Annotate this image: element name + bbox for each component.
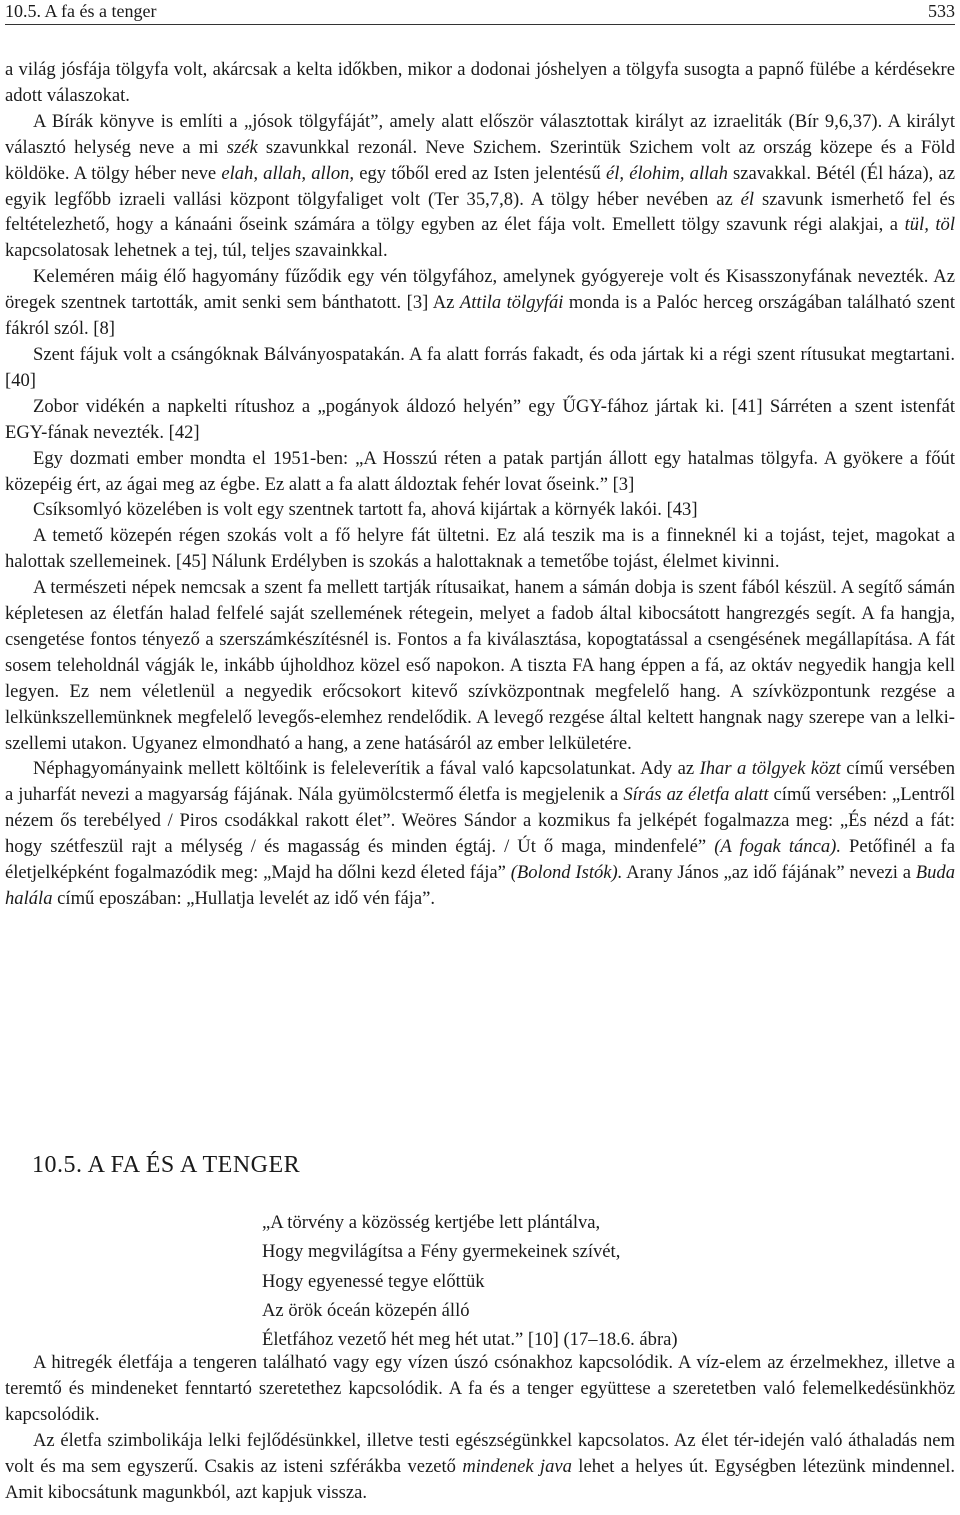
paragraph: Egy dozmati ember mondta el 1951-ben: „A Hosszú réten a patak partján állott egy hatalmas tölgyfa. A gyökere a főút közepéig ért, az ágai meg az égbe. Ez alatt a fa alatt áldoztak fehér lovat őseink.” [3]	[5, 447, 955, 495]
paragraph: A Bírák könyve is említi a „jósok tölgyfáját”, amely alatt először választottak királyt az izraeliták (Bír 9,6,37). A királyt választó helység neve a mi szék szavunkkal rezonál. Neve Szichem. Szerintük Szichem volt az ország közepe és a Föld köldöke. A tölgy héber neve elah, allah, allon, egy tőből ered az Isten jelentésű él, élohim, allah szavakkal. Bétél (Él háza), az egyik legfőbb izraeli vallási központ tölgyfaliget volt (Ter 35,7,8). A tölgy héber nevében az él szavunk ismerhető fel és feltételezhető, hogy a kánaáni őseink számára a tölgy egyben az élet fája volt. Emellett tölgy szavunk régi alakjai, a tül, töl kapcsolatosak lehetnek a tej, túl, teljes szavainkkal.	[5, 110, 956, 262]
poem-line: Hogy megvilágítsa a Fény gyermekeinek szívét,	[262, 1241, 621, 1263]
paragraph: A hitregék életfája a tengeren található vagy egy vízen úszó csónakhoz kapcsolódik. A víz-elem az érzelmekhez, illetve a teremtő és mindeneket fenntartó szeretethez kapcsolódik. A fa és a tenger együttese a szeretetben való felemelkedésünkhöz kapcsolódik.	[5, 1352, 955, 1425]
poem-line: „A törvény a közösség kertjébe lett plántálva,	[262, 1212, 601, 1233]
poem-quote	[262, 1208, 678, 1354]
poem-line: Az örök óceán közepén álló	[262, 1299, 470, 1321]
poem-line: Hogy egyenessé tegye előttük	[262, 1270, 485, 1292]
running-header-title: 10.5. A fa és a tenger	[5, 1, 157, 21]
running-header	[5, 0, 955, 25]
paragraph: Keleméren máig élő hagyomány fűződik egy vén tölgyfához, amelynek gyógyereje volt és Kisasszonyfának nevezték. Az öregek szentnek tartották, amit senki sem bánthatott. [3] Az Attila tölgyfái monda is a Palóc herceg országában található szent fákról szól. [8]	[5, 266, 955, 340]
paragraph: Zobor vidékén a napkelti rítushoz a „pogányok áldozó helyén” egy ŰGY-fához jártak ki. [41] Sárréten a szent istenfát EGY-fának nevezték. [42]	[5, 395, 955, 443]
paragraph: A természeti népek nemcsak a szent fa mellett tartják rítusaikat, hanem a sámán dobja is szent fából készül. A segítő sámán képletesen az életfán halad felfelé saját szellemének rétegein, melyet a fadob által kibocsátott hangrezgés segít. A fa hangja, csengetése fontos tényező a szerszámkészítésnél is. Fontos a fa kiválasztása, kopogtatással a csengésének megállapítása. A fát sosem teleholdnál vágják le, inkább újholdhoz közel eső napokon. A tiszta FA hang éppen a fá, az oktáv negyedik hangja kell legyen. Ez nem véletlenül a negyedik erőcsokort kitevő szívközpontnak megfelelő hang. A szívközpontunk rezgése a lelkünkszellemünknek megfelelő levegős-elemhez rendelődik. A levegő rezgése által keltett hangnak nagy szerepe van a lelki-szellemi utakon. Ugyanez elmondható a hang, a zene hatásáról az ember lelkületére.	[5, 577, 955, 754]
section-body-text	[5, 1350, 955, 1505]
body-text	[5, 57, 955, 912]
paragraph: Szent fájuk volt a csángóknak Bálványospatakán. A fa alatt forrás fakadt, és oda jártak ki a régi szent rítusukat megtartani. [40]	[5, 343, 955, 391]
page-number: 533	[928, 1, 955, 21]
poem-line: Életfához vezető hét meg hét utat.” [10] (17–18.6. ábra)	[262, 1329, 678, 1351]
paragraph: Csíksomlyó közelében is volt egy szentnek tartott fa, ahová kijártak a környék lakói. [43]	[33, 499, 698, 521]
paragraph: A temető közepén régen szokás volt a fő helyre fát ültetni. Ez alá teszik ma is a finneknél ki a tojást, tejet, magokat a halottak szellemeinek. [45] Nálunk Erdélyben is szokás a halottaknak a temetőbe tojást, élelmet kivinni.	[5, 525, 955, 573]
paragraph: Néphagyományaink mellett költőink is feleleverítik a fával való kapcsolatunkat. Ady az Ihar a tölgyek közt című versében a juharfát nevezi a magyarság fájának. Nála gyümölcstermő életfa is megjelenik a Sírás az életfa alatt című versében: „Lentről nézem ős terebélyed / Piros csodákkal rakott élet”. Weöres Sándor a kozmikus fa jelképét fogalmazza meg: „És nézd a fát: hogy szétfeszül rajt a mélység / és magasság és minden égtáj. / Út ő maga, mindenfelé” (A fogak tánca). Petőfinél a fa életjelképként fogalmazódik meg: „Majd ha dőlni kezd életed fája” (Bolond Istók). Arany János „az idő fájának” nevezi a Buda halála című eposzában: „Hullatja levelét az idő vén fája”.	[5, 758, 956, 909]
section-heading: 10.5. A FA ÉS A TENGER	[32, 1152, 301, 1178]
paragraph: a világ jósfája tölgyfa volt, akárcsak a kelta időkben, mikor a dodonai jóshelyen a tölgyfa susogta a papnő fülébe a kérdésekre adott válaszokat.	[5, 59, 955, 106]
paragraph: Az életfa szimbolikája lelki fejlődésünkkel, illetve testi egészségünkkel kapcsolatos. Az élet tér-idején való áthaladás nem volt és ma sem egyszerű. Csakis az isteni szférákba vezető mindenek java lehet a helyes út. Egységben létezünk mindennel. Amit kibocsátunk magunkból, azt kapjuk vissza.	[5, 1429, 956, 1503]
